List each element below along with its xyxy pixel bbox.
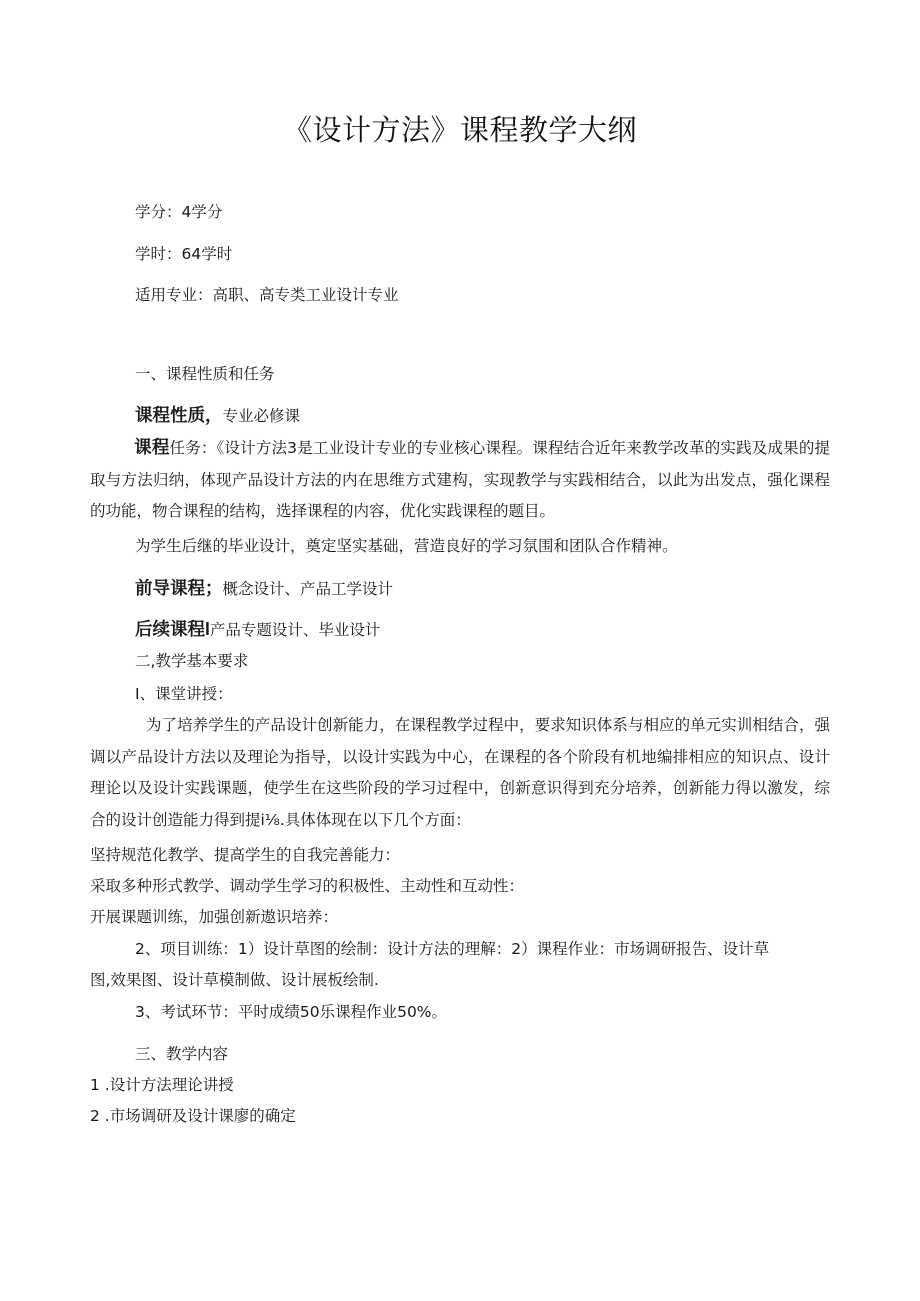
credits-line: 学分：4学分 [135, 203, 223, 221]
section3-heading: 三、教学内容 [135, 1045, 229, 1063]
course-task-continued: 为学生后继的毕业设计，奠定坚实基础，营造良好的学习氛围和团队合作精神。 [135, 537, 678, 555]
exam-line: 3、考试环节：平时成绩50乐课程作业50%。 [135, 1003, 448, 1021]
point-1: 坚持规范化教学、提高学生的自我完善能力： [90, 846, 401, 864]
section1-heading: 一、课程性质和任务 [135, 365, 275, 383]
prerequisite-value: 概念设计、产品工学设计 [222, 580, 394, 598]
major-line: 适用专业：高职、高专类工业设计专业 [135, 286, 399, 304]
course-nature-value: 专业必修课 [222, 407, 301, 425]
prerequisite-label: 前导课程； [135, 578, 223, 598]
course-task-paragraph [90, 432, 830, 528]
lecture-heading: I、课堂讲授： [135, 685, 233, 703]
lecture-paragraph [90, 710, 830, 836]
content-item-1: 1 .设计方法理论讲授 [90, 1076, 234, 1094]
project-training-line1: 2、项目训练：1）设计草图的绘制：设计方法的理解：2）课程作业：市场调研报告、设计草 [135, 940, 770, 958]
section2-heading: 二,教学基本要求 [135, 652, 249, 670]
course-nature-label: 课程性质， [135, 405, 223, 425]
hours-line: 学时：64学时 [135, 245, 233, 263]
course-task-label: 课程 [134, 437, 170, 457]
followup-value: 产品专题设计、毕业设计 [209, 621, 381, 639]
prerequisite-courses [135, 578, 393, 599]
course-task-text: 任务：《设计方法3是工业设计专业的专业核心课程。课程结合近年来教学改革的实践及成果的提取与方法归纳，体现产品设计方法的内在思维方式建构，实现教学与实践相结合，以此为出发点，强化课程的功能，物合课程的结构，选择课程的内容，优化实践课程的题目。 [90, 439, 830, 520]
followup-courses [135, 619, 380, 640]
content-item-2: 2 .市场调研及设计课廖的确定 [90, 1107, 296, 1125]
project-training-line2: 图,效果图、设计草模制做、设计展板绘制. [90, 971, 379, 989]
point-3: 开展课题训练，加强创新遨识培养： [90, 908, 339, 926]
point-2: 采取多种形式教学、调动学生学习的积极性、主动性和互动性： [90, 877, 525, 895]
page-title: 《设计方法》课程教学大纲 [282, 113, 637, 147]
course-nature [135, 405, 300, 426]
lecture-text: 为了培养学生的产品设计创新能力，在课程教学过程中，要求知识体系与相应的单元实训相结合，强调以产品设计方法以及理论为指导，以设计实践为中心，在课程的各个阶段有机地编排相应的知识点、设计理论以及设计实践课题，使学生在这些阶段的学习过程中，创新意识得到充分培养，创新能力得以激发，综合的设计创造能力得到提i⅛.具体体现在以下几个方面： [90, 716, 830, 829]
followup-label: 后续课程l [135, 619, 210, 639]
